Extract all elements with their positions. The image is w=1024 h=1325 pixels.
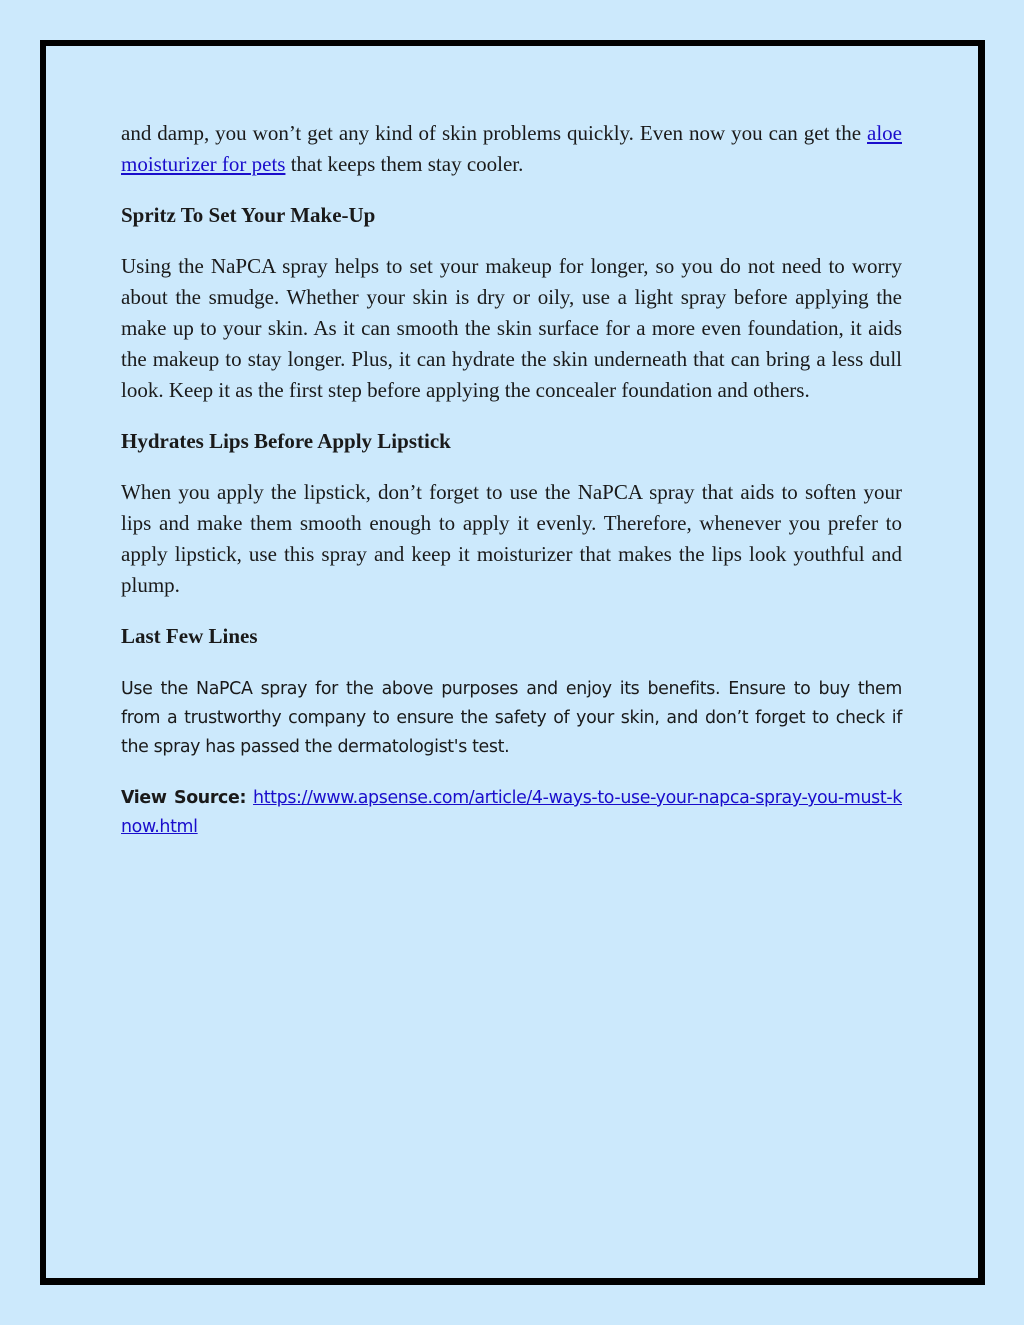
heading-hydrates-lips: Hydrates Lips Before Apply Lipstick [121, 429, 451, 453]
paragraph-last-few-lines: Use the NaPCA spray for the above purposes and enjoy its benefits. Ensure to buy them from a trustworthy company to ensure the safety of your skin, and don’t forget to check if the spray has passed the dermatologist's test. [121, 679, 902, 757]
heading-last-few-lines: Last Few Lines [121, 624, 258, 648]
intro-text-before: and damp, you won’t get any kind of skin problems quickly. Even now you can get the [121, 121, 868, 145]
view-source-line [121, 784, 902, 842]
intro-paragraph [121, 118, 902, 180]
aloe-moisturizer-link[interactable]: aloe moisturizer for pets [121, 121, 902, 176]
view-source-label: View Source: [121, 788, 247, 808]
paragraph-spritz: Using the NaPCA spray helps to set your makeup for longer, so you do not need to worry about the smudge. Whether your skin is dry or oily, use a light spray before applying the make up to your skin. As it can smooth the skin surface for a more even foundation, it aids the makeup to stay longer. Plus, it can hydrate the skin underneath that can bring a less dull look. Keep it as the first step before applying the concealer foundation and others. [121, 254, 902, 402]
paragraph-hydrates-lips: When you apply the lipstick, don’t forget to use the NaPCA spray that aids to soften your lips and make them smooth enough to apply it evenly. Therefore, whenever you prefer to apply lipstick, use this spray and keep it moisturizer that makes the lips look youthful and plump. [121, 480, 902, 597]
article-body [121, 118, 902, 842]
heading-spritz: Spritz To Set Your Make-Up [121, 203, 376, 227]
intro-text-after: that keeps them stay cooler. [285, 152, 524, 176]
view-source-link[interactable]: https://www.apsense.com/article/4-ways-to-use-your-napca-spray-you-must-know.html [121, 788, 902, 837]
